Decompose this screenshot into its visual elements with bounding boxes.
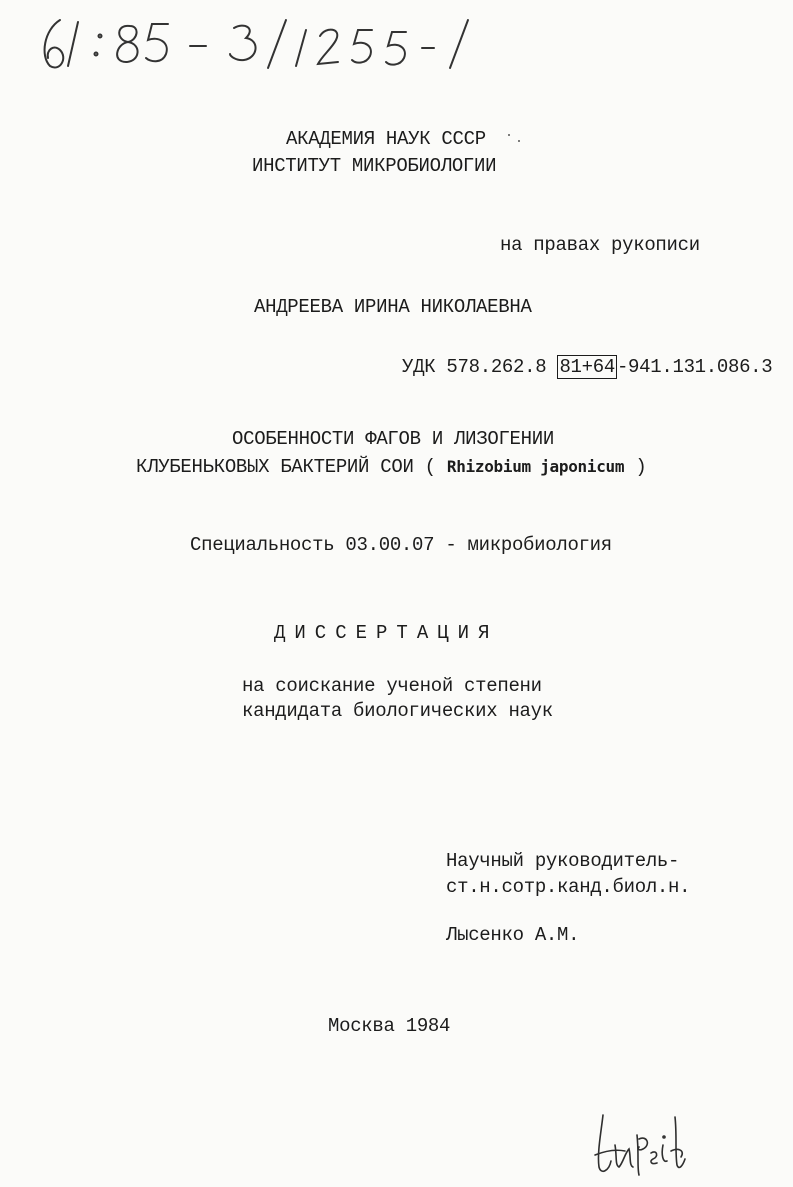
udc-prefix: УДК 578.262.8 <box>402 356 547 378</box>
title-line-1: ОСОБЕННОСТИ ФАГОВ И ЛИЗОГЕНИИ <box>232 428 554 450</box>
author-name: АНДРЕЕВА ИРИНА НИКОЛАЕВНА <box>254 296 532 318</box>
document-type: ДИССЕРТАЦИЯ <box>274 622 499 644</box>
title-line-2-close: ) <box>635 456 647 478</box>
academy-name: АКАДЕМИЯ НАУК СССР <box>286 128 486 150</box>
speck <box>508 134 510 136</box>
signature <box>585 1105 695 1180</box>
supervisor-title: ст.н.сотр.канд.биол.н. <box>446 876 691 898</box>
handwritten-note-text: 61:85-3/1255-1 <box>30 8 39 9</box>
title-line-2-text: КЛУБЕНЬКОВЫХ БАКТЕРИЙ СОИ ( <box>136 456 436 478</box>
species-name: Rhizobium japonicum <box>446 457 625 476</box>
handwritten-note <box>30 8 480 78</box>
degree-line-1: на соискание ученой степени <box>242 675 542 697</box>
signature-text: Andreeva <box>585 1105 590 1106</box>
supervisor-role: Научный руководитель- <box>446 850 680 872</box>
specialty: Специальность 03.00.07 - микробиология <box>190 534 612 556</box>
place-year: Москва 1984 <box>328 1015 451 1037</box>
udc-bracket: 81+64 <box>559 356 615 378</box>
institute-name: ИНСТИТУТ МИКРОБИОЛОГИИ <box>252 155 497 177</box>
degree-line-2: кандидата биологических наук <box>242 700 553 722</box>
speck <box>518 140 520 142</box>
udc-suffix: -941.131.086.3 <box>616 356 773 378</box>
udc-code <box>402 356 772 378</box>
title-line-2 <box>136 456 646 478</box>
supervisor-name: Лысенко А.М. <box>446 924 580 946</box>
rights-note: на правах рукописи <box>500 234 700 256</box>
